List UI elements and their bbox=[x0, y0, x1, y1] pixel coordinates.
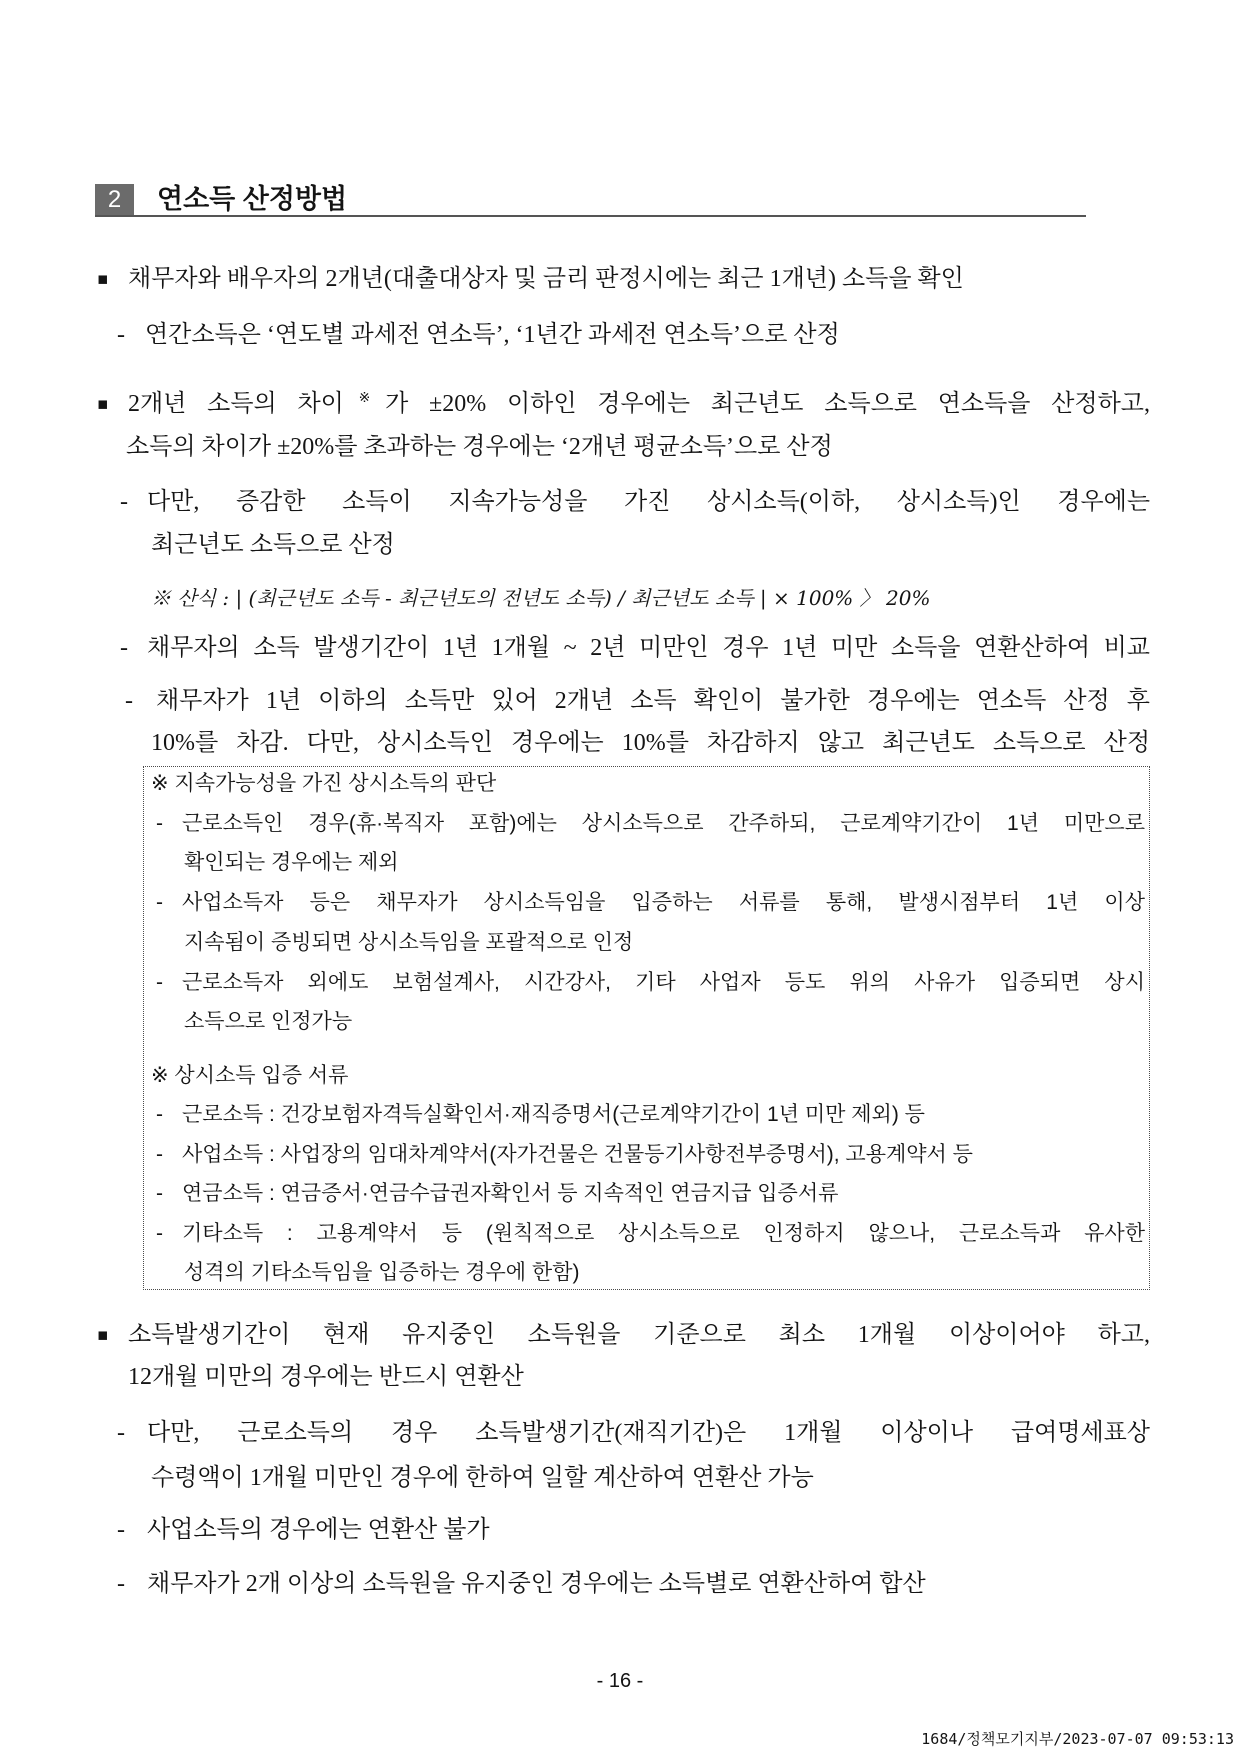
dash-marker: - bbox=[125, 688, 133, 714]
bullet-2-sub-1-line-2: 최근년도 소득으로 산정 bbox=[151, 532, 395, 558]
section-number-badge: 2 bbox=[95, 184, 134, 216]
documents-item-4-line-1: 기타소득 : 고용계약서 등 (원칙적으로 상시소득으로 인정하지 않으나, 근로소득과 유사한 bbox=[182, 1222, 1145, 1245]
bullet-square-icon: ▪ bbox=[97, 1325, 109, 1345]
bullet-square-icon: ▪ bbox=[97, 269, 109, 289]
bullet-3-sub-3-text: 채무자가 2개 이상의 소득원을 유지중인 경우에는 소득별로 연환산하여 합산 bbox=[147, 1571, 926, 1597]
page-number: - 16 - bbox=[596, 1670, 644, 1692]
bullet-2-line-1-post: 가 ±20% 이하인 경우에는 최근년도 소득으로 연소득을 산정하고, bbox=[385, 391, 1150, 417]
documents-item-1: 근로소득 : 건강보험자격득실확인서·재직증명서(근로계약기간이 1년 미만 제외) 등 bbox=[182, 1103, 925, 1126]
dash-marker: - bbox=[156, 971, 163, 994]
bullet-2-line-1-pre: 2개년 소득의 차이 bbox=[128, 391, 344, 417]
criteria-item-3-line-2: 소득으로 인정가능 bbox=[184, 1010, 353, 1033]
footnote-mark: ※ bbox=[343, 391, 386, 406]
bullet-2-line-2: 소득의 차이가 ±20%를 초과하는 경우에는 ‘2개년 평균소득’으로 산정 bbox=[126, 434, 833, 460]
bullet-3-sub-1-line-1: 다만, 근로소득의 경우 소득발생기간(재직기간)은 1개월 이상이나 급여명세표상 bbox=[147, 1420, 1150, 1446]
dash-marker: - bbox=[117, 1517, 125, 1543]
dash-marker: - bbox=[117, 1571, 125, 1597]
note-documents-heading: ※ 상시소득 입증 서류 bbox=[151, 1064, 349, 1087]
dash-marker: - bbox=[156, 1103, 163, 1126]
bullet-3-line-2: 12개월 미만의 경우에는 반드시 연환산 bbox=[128, 1364, 524, 1390]
dash-marker: - bbox=[156, 1143, 163, 1166]
bullet-2-sub-2-text: 채무자의 소득 발생기간이 1년 1개월 ~ 2년 미만인 경우 1년 미만 소득을 연환산하여 비교 bbox=[147, 635, 1150, 661]
bullet-2-sub-1-line-1: 다만, 증감한 소득이 지속가능성을 가진 상시소득(이하, 상시소득)인 경우에는 bbox=[147, 489, 1150, 515]
bullet-1-text: 채무자와 배우자의 2개년(대출대상자 및 금리 판정시에는 최근 1개년) 소득을 확인 bbox=[128, 266, 964, 292]
dash-marker: - bbox=[120, 489, 128, 515]
bullet-3-sub-1-line-2: 수령액이 1개월 미만인 경우에 한하여 일할 계산하여 연환산 가능 bbox=[151, 1465, 814, 1491]
dash-marker: - bbox=[156, 812, 163, 835]
criteria-item-1-line-1: 근로소득인 경우(휴·복직자 포함)에는 상시소득으로 간주하되, 근로계약기간이 1년 미만으로 bbox=[182, 812, 1145, 835]
print-footer: 1684/정책모기지부/2023-07-07 09:53:13 bbox=[921, 1730, 1234, 1748]
bullet-3-line-1: 소득발생기간이 현재 유지중인 소득원을 기준으로 최소 1개월 이상이어야 하고, bbox=[128, 1322, 1150, 1348]
dash-marker: - bbox=[117, 322, 125, 348]
dash-marker: - bbox=[156, 1182, 163, 1205]
dash-marker: - bbox=[156, 891, 163, 914]
dash-marker: - bbox=[156, 1222, 163, 1245]
criteria-item-2-line-2: 지속됨이 증빙되면 상시소득임을 포괄적으로 인정 bbox=[184, 931, 634, 954]
criteria-item-3-line-1: 근로소득자 외에도 보험설계사, 시간강사, 기타 사업자 등도 위의 사유가 입증되면 상시 bbox=[182, 971, 1145, 994]
bullet-3-sub-2-text: 사업소득의 경우에는 연환산 불가 bbox=[147, 1517, 490, 1543]
bullet-2-sub-3-line-2: 10%를 차감. 다만, 상시소득인 경우에는 10%를 차감하지 않고 최근년도 소득으로 산정 bbox=[151, 730, 1150, 756]
section-title: 연소득 산정방법 bbox=[157, 184, 348, 214]
section-title-underline bbox=[95, 215, 1086, 217]
dash-marker: - bbox=[120, 635, 128, 661]
documents-item-4-line-2: 성격의 기타소득임을 입증하는 경우에 한함) bbox=[184, 1261, 580, 1284]
formula-note: ※ 산식 : | (최근년도 소득 - 최근년도의 전년도 소득) / 최근년도 소득 | × 100% 〉 20% bbox=[151, 586, 931, 610]
bullet-2-line-1 bbox=[128, 387, 1150, 421]
documents-item-2: 사업소득 : 사업장의 임대차계약서(자가건물은 건물등기사항전부증명서), 고용계약서 등 bbox=[182, 1143, 973, 1166]
criteria-item-1-line-2: 확인되는 경우에는 제외 bbox=[184, 851, 399, 874]
bullet-1-sub-1-text: 연간소득은 ‘연도별 과세전 연소득’, ‘1년간 과세전 연소득’으로 산정 bbox=[145, 322, 840, 348]
criteria-item-2-line-1: 사업소득자 등은 채무자가 상시소득임을 입증하는 서류를 통해, 발생시점부터 1년 이상 bbox=[182, 891, 1145, 914]
bullet-2-sub-3-line-1: 채무자가 1년 이하의 소득만 있어 2개년 소득 확인이 불가한 경우에는 연소득 산정 후 bbox=[156, 688, 1150, 714]
documents-item-3: 연금소득 : 연금증서·연금수급권자확인서 등 지속적인 연금지급 입증서류 bbox=[182, 1182, 839, 1205]
note-criteria-heading: ※ 지속가능성을 가진 상시소득의 판단 bbox=[151, 772, 497, 795]
dash-marker: - bbox=[117, 1420, 125, 1446]
bullet-square-icon: ▪ bbox=[97, 394, 109, 414]
